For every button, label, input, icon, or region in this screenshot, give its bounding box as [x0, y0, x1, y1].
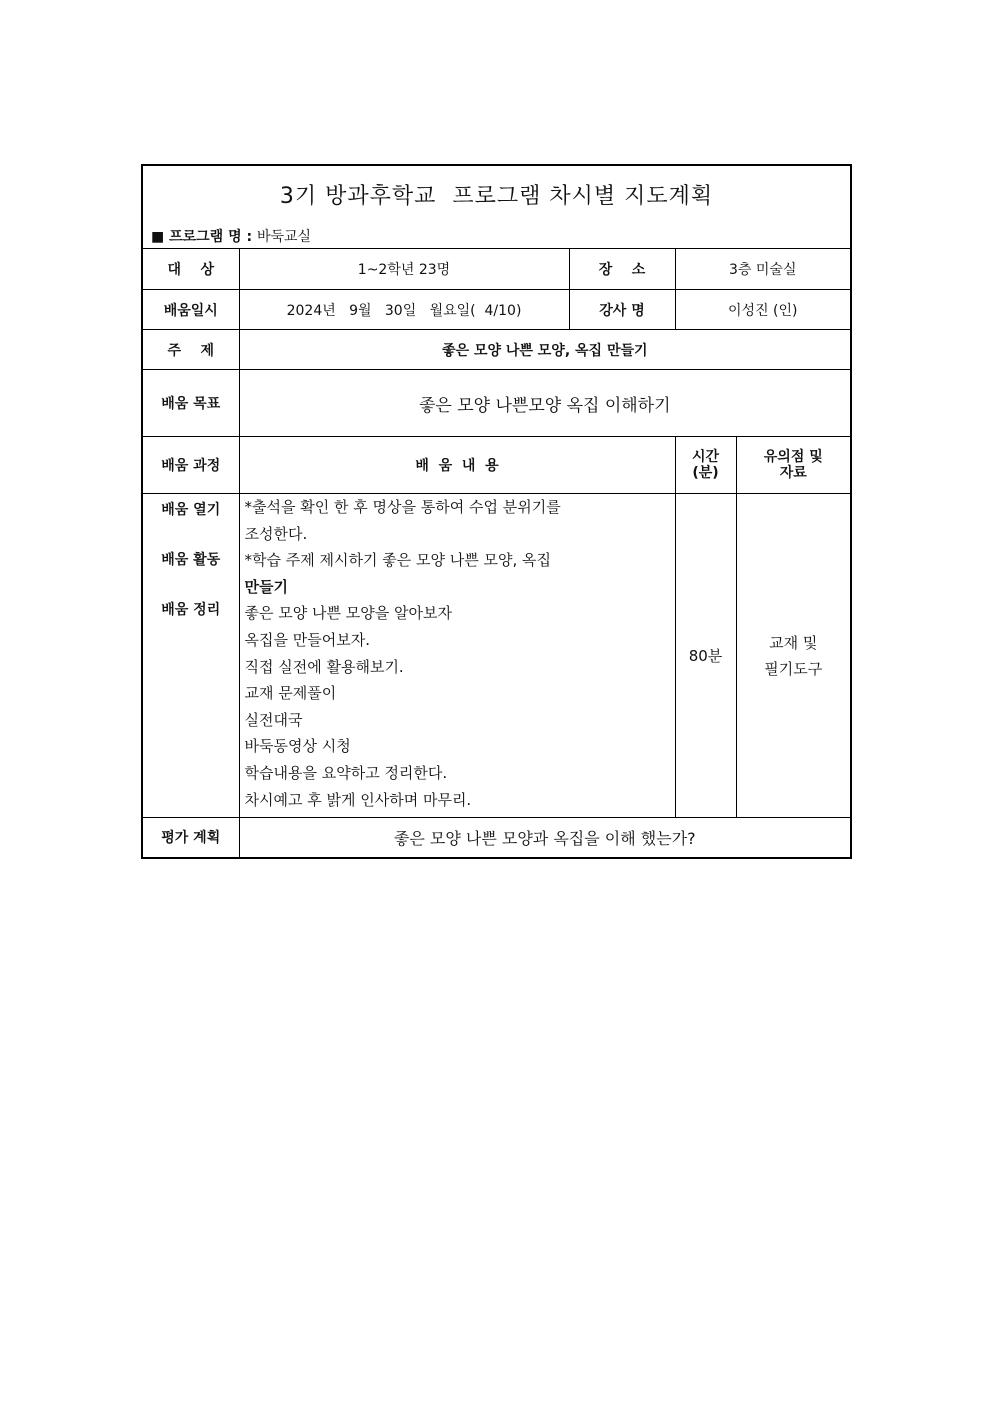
target-label: 대 상 [143, 249, 239, 290]
time-header: 시간 (분) [675, 437, 736, 494]
content-cell [239, 494, 675, 818]
stage-opening: 배움 열기 [161, 502, 221, 518]
content-line: 실전대국 [244, 710, 303, 729]
goal-value: 좋은 모양 나쁜모양 옥집 이해하기 [239, 370, 850, 437]
content-line: 조성한다. [244, 524, 308, 543]
time-value: 80분 [675, 494, 736, 818]
target-value: 1~2학년 23명 [239, 249, 569, 290]
subject-value: 좋은 모양 나쁜 모양, 옥집 만들기 [239, 330, 850, 370]
header-cell [143, 166, 850, 249]
goal-label: 배움 목표 [143, 370, 239, 437]
lesson-plan-document [141, 164, 852, 859]
content-line: 차시예고 후 밝게 인사하며 마무리. [244, 790, 472, 809]
notes-header: 유의점 및 자료 [736, 437, 850, 494]
content-line: 옥집을 만들어보자. [244, 630, 370, 649]
content-line: 학습내용을 요약하고 정리한다. [244, 763, 448, 782]
content-line: 좋은 모양 나쁜 모양을 알아보자 [244, 604, 452, 623]
content-line: 만들기 [244, 577, 288, 596]
program-name: 바둑교실 [256, 228, 312, 245]
subject-label: 주 제 [143, 330, 239, 370]
content-line: 교재 문제풀이 [244, 684, 337, 703]
date-value: 2024년 9월 30일 월요일( 4/10) [239, 290, 569, 330]
content-line: *출석을 확인 한 후 명상을 통하여 수업 분위기를 [244, 498, 561, 516]
teacher-value: 이성진 (인) [675, 290, 850, 330]
lesson-plan-table [143, 166, 850, 857]
content-line: *학습 주제 제시하기 좋은 모양 나쁜 모양, 옥집 [244, 551, 551, 570]
teacher-label: 강사 명 [569, 290, 675, 330]
document-title: 3기 방과후학교 프로그램 차시별 지도계획 [279, 183, 714, 209]
program-name-line [143, 210, 850, 246]
program-label: ■ 프로그램 명 : [151, 228, 257, 245]
materials-value: 교재 및 필기도구 [736, 494, 850, 818]
date-label: 배움일시 [143, 290, 239, 330]
place-value: 3층 미술실 [675, 249, 850, 290]
content-line: 바둑동영상 시청 [244, 737, 351, 756]
process-label: 배움 과정 [143, 437, 239, 494]
stage-closing: 배움 정리 [161, 602, 221, 618]
content-header: 배 움 내 용 [239, 437, 675, 494]
content-line: 직접 실전에 활용해보기. [244, 657, 404, 676]
place-label: 장 소 [569, 249, 675, 290]
stage-activity: 배움 활동 [161, 552, 221, 568]
evaluation-label: 평가 계획 [143, 818, 239, 857]
evaluation-value: 좋은 모양 나쁜 모양과 옥집을 이해 했는가? [239, 818, 850, 857]
stages-cell [143, 494, 239, 818]
